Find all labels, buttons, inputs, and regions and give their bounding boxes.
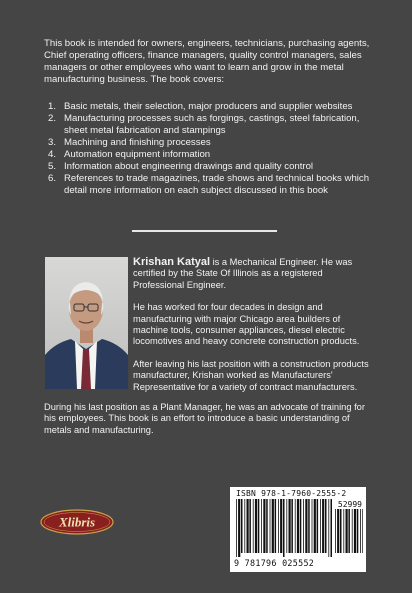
barcode-bar bbox=[362, 509, 363, 553]
publisher-logo bbox=[40, 509, 114, 535]
barcode-bar bbox=[320, 499, 321, 553]
list-item-number: 5. bbox=[48, 161, 57, 172]
author-bio bbox=[133, 257, 373, 404]
barcode-bar bbox=[238, 499, 240, 557]
barcode-bar bbox=[343, 509, 344, 553]
closing-paragraph: During his last position as a Plant Manager, he was an advocate of training for his employees. This book is an effort to introduce a basic understanding of metals and manufacturing. bbox=[44, 402, 365, 435]
list-item-number: 3. bbox=[48, 137, 57, 148]
isbn-barcode bbox=[230, 487, 366, 572]
list-item-number: 4. bbox=[48, 149, 57, 160]
barcode-digits: 9 781796 025552 bbox=[234, 558, 315, 568]
price-code: 52999 bbox=[337, 500, 362, 509]
author-photo bbox=[45, 257, 128, 389]
barcode-bar bbox=[247, 499, 249, 553]
list-item-number: 6. bbox=[48, 173, 57, 184]
barcode-bar bbox=[270, 499, 271, 553]
author-name: Krishan Katyal bbox=[133, 256, 211, 268]
list-item-text: Information about engineering drawings and quality control bbox=[64, 161, 314, 172]
barcode-bar bbox=[331, 499, 333, 557]
bio-intro-text: is a Mechanical Engineer. He was certified by the State Of Illinois as a registered Professional Engineer. bbox=[133, 257, 353, 290]
barcode-bar bbox=[283, 499, 285, 557]
bio-paragraph-2: He has worked for four decades in design and manufacturing with major Chicago area builders of machine tools, consumer appliances, diesel electric locomotives and heavy concrete construction products. bbox=[133, 302, 360, 347]
barcode-bar bbox=[286, 499, 287, 553]
list-item-text: References to trade magazines, trade shows and technical books which detail more information on each subject discussed in this book bbox=[64, 173, 370, 196]
barcode-bar bbox=[300, 499, 302, 553]
barcode-bar bbox=[352, 509, 353, 553]
barcode-bar bbox=[317, 499, 319, 553]
barcode-bar bbox=[337, 509, 339, 553]
barcode-bar bbox=[266, 499, 268, 553]
barcode-bar bbox=[340, 509, 342, 553]
barcode-bar bbox=[322, 499, 324, 553]
list-item bbox=[44, 137, 379, 149]
barcode-bar bbox=[312, 499, 313, 553]
list-item-text: Basic metals, their selection, major producers and supplier websites bbox=[64, 101, 353, 112]
barcode-bar bbox=[297, 499, 299, 553]
barcode-bar bbox=[328, 499, 329, 557]
author-portrait-image bbox=[45, 257, 128, 389]
barcode-bar bbox=[354, 509, 356, 553]
barcode-bar bbox=[291, 499, 293, 553]
barcode-bar bbox=[241, 499, 243, 553]
bio-paragraph-1 bbox=[133, 257, 373, 291]
barcode-bar bbox=[357, 509, 359, 553]
bio-paragraph-3: After leaving his last position with a construction products manufacturer, Krishan worked as Manufacturers' Representative for a variety of contract manufacturers. bbox=[133, 358, 369, 392]
list-item-text: Automation equipment information bbox=[64, 149, 211, 160]
barcode-bar bbox=[263, 499, 265, 553]
covers-list bbox=[44, 101, 379, 197]
price-barcode-bars bbox=[335, 509, 363, 557]
list-item-number: 1. bbox=[48, 101, 57, 112]
barcode-bar bbox=[303, 499, 304, 553]
barcode-bar bbox=[305, 499, 307, 553]
barcode-bar bbox=[255, 499, 257, 553]
barcode-bar bbox=[314, 499, 316, 553]
xlibris-logo-icon bbox=[40, 509, 114, 535]
barcode-bar bbox=[346, 509, 348, 553]
section-divider bbox=[132, 230, 277, 232]
barcode-bar bbox=[295, 499, 296, 553]
intro-paragraph: This book is intended for owners, engineers, technicians, purchasing agents, Chief operating officers, finance managers, quality control managers, sales managers or other employees who want to learn and grow in the metal manufacturing business. The book covers: bbox=[44, 38, 370, 85]
barcode-bar bbox=[249, 499, 251, 553]
barcode-bar bbox=[348, 509, 350, 553]
barcode-bar bbox=[272, 499, 274, 553]
list-item-text: Machining and finishing processes bbox=[64, 137, 211, 148]
barcode-bar bbox=[275, 499, 277, 553]
barcode-bars bbox=[236, 499, 332, 557]
list-item bbox=[44, 113, 379, 137]
list-item bbox=[44, 161, 379, 173]
barcode-bar bbox=[360, 509, 361, 553]
barcode-bar bbox=[278, 499, 279, 553]
barcode-bar bbox=[236, 499, 237, 557]
list-item-number: 2. bbox=[48, 113, 57, 124]
list-item bbox=[44, 149, 379, 161]
barcode-bar bbox=[289, 499, 291, 553]
publisher-logo-text: Xlibris bbox=[58, 514, 96, 530]
barcode-bar bbox=[253, 499, 254, 553]
barcode-bar bbox=[325, 499, 327, 553]
list-item-text: Manufacturing processes such as forgings, castings, steel fabrication, sheet metal fabrication and stampings bbox=[64, 113, 360, 136]
barcode-bar bbox=[308, 499, 310, 553]
barcode-bar bbox=[258, 499, 260, 553]
barcode-bar bbox=[280, 499, 282, 553]
list-item bbox=[44, 173, 379, 197]
isbn-label: ISBN 978-1-7960-2555-2 bbox=[236, 489, 347, 498]
barcode-bar bbox=[335, 509, 336, 553]
barcode-bar bbox=[244, 499, 245, 553]
barcode-bar bbox=[261, 499, 262, 553]
list-item bbox=[44, 101, 379, 113]
